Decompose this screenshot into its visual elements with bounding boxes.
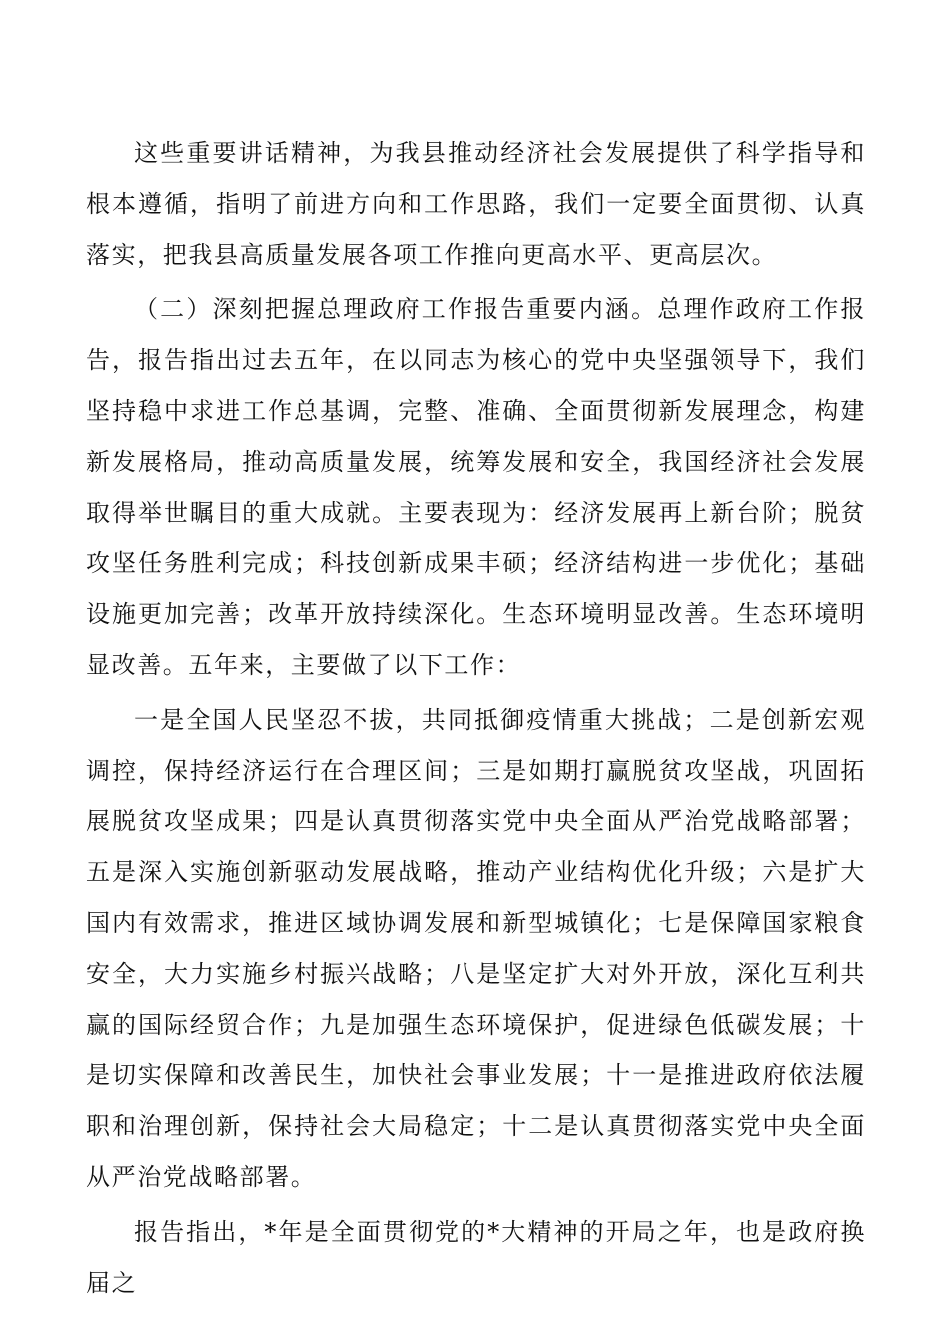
paragraph-work-items: 一是全国人民坚忍不拔，共同抵御疫情重大挑战；二是创新宏观调控，保持经济运行在合理区间；三是如期打赢脱贫攻坚战，巩固拓展脱贫攻坚成果；四是认真贯彻落实党中央全面从严治党战略部署；五是深入实施创新驱动发展战略，推动产业结构优化升级；六是扩大国内有效需求，推进区域协调发展和新型城镇化；七是保障国家粮食安全，大力实施乡村振兴战略；八是坚定扩大对外开放，深化互利共赢的国际经贸合作；九是加强生态环境保护，促进绿色低碳发展；十是切实保障和改善民生，加快社会事业发展；十一是推进政府依法履职和治理创新，保持社会大局稳定；十二是认真贯彻落实党中央全面从严治党战略部署。 bbox=[86, 705, 866, 1191]
paragraph-speech-spirit: 这些重要讲话精神，为我县推动经济社会发展提供了科学指导和根本遵循，指明了前进方向和工作思路，我们一定要全面贯彻、认真落实，把我县高质量发展各项工作推向更高水平、更高层次。 bbox=[86, 139, 866, 269]
paragraph-report-conclusion: 报告指出，*年是全面贯彻党的*大精神的开局之年，也是政府换届之 bbox=[86, 1217, 866, 1297]
document-body bbox=[86, 128, 866, 1312]
paragraph-government-report: （二）深刻把握总理政府工作报告重要内涵。总理作政府工作报告，报告指出过去五年，在以同志为核心的党中央坚强领导下，我们坚持稳中求进工作总基调，完整、准确、全面贯彻新发展理念，构建新发展格局，推动高质量发展，统筹发展和安全，我国经济社会发展取得举世瞩目的重大成就。主要表现为：经济发展再上新台阶；脱贫攻坚任务胜利完成；科技创新成果丰硕；经济结构进一步优化；基础设施更加完善；改革开放持续深化。生态环境明显改善。生态环境明显改善。五年来，主要做了以下工作： bbox=[86, 295, 866, 679]
